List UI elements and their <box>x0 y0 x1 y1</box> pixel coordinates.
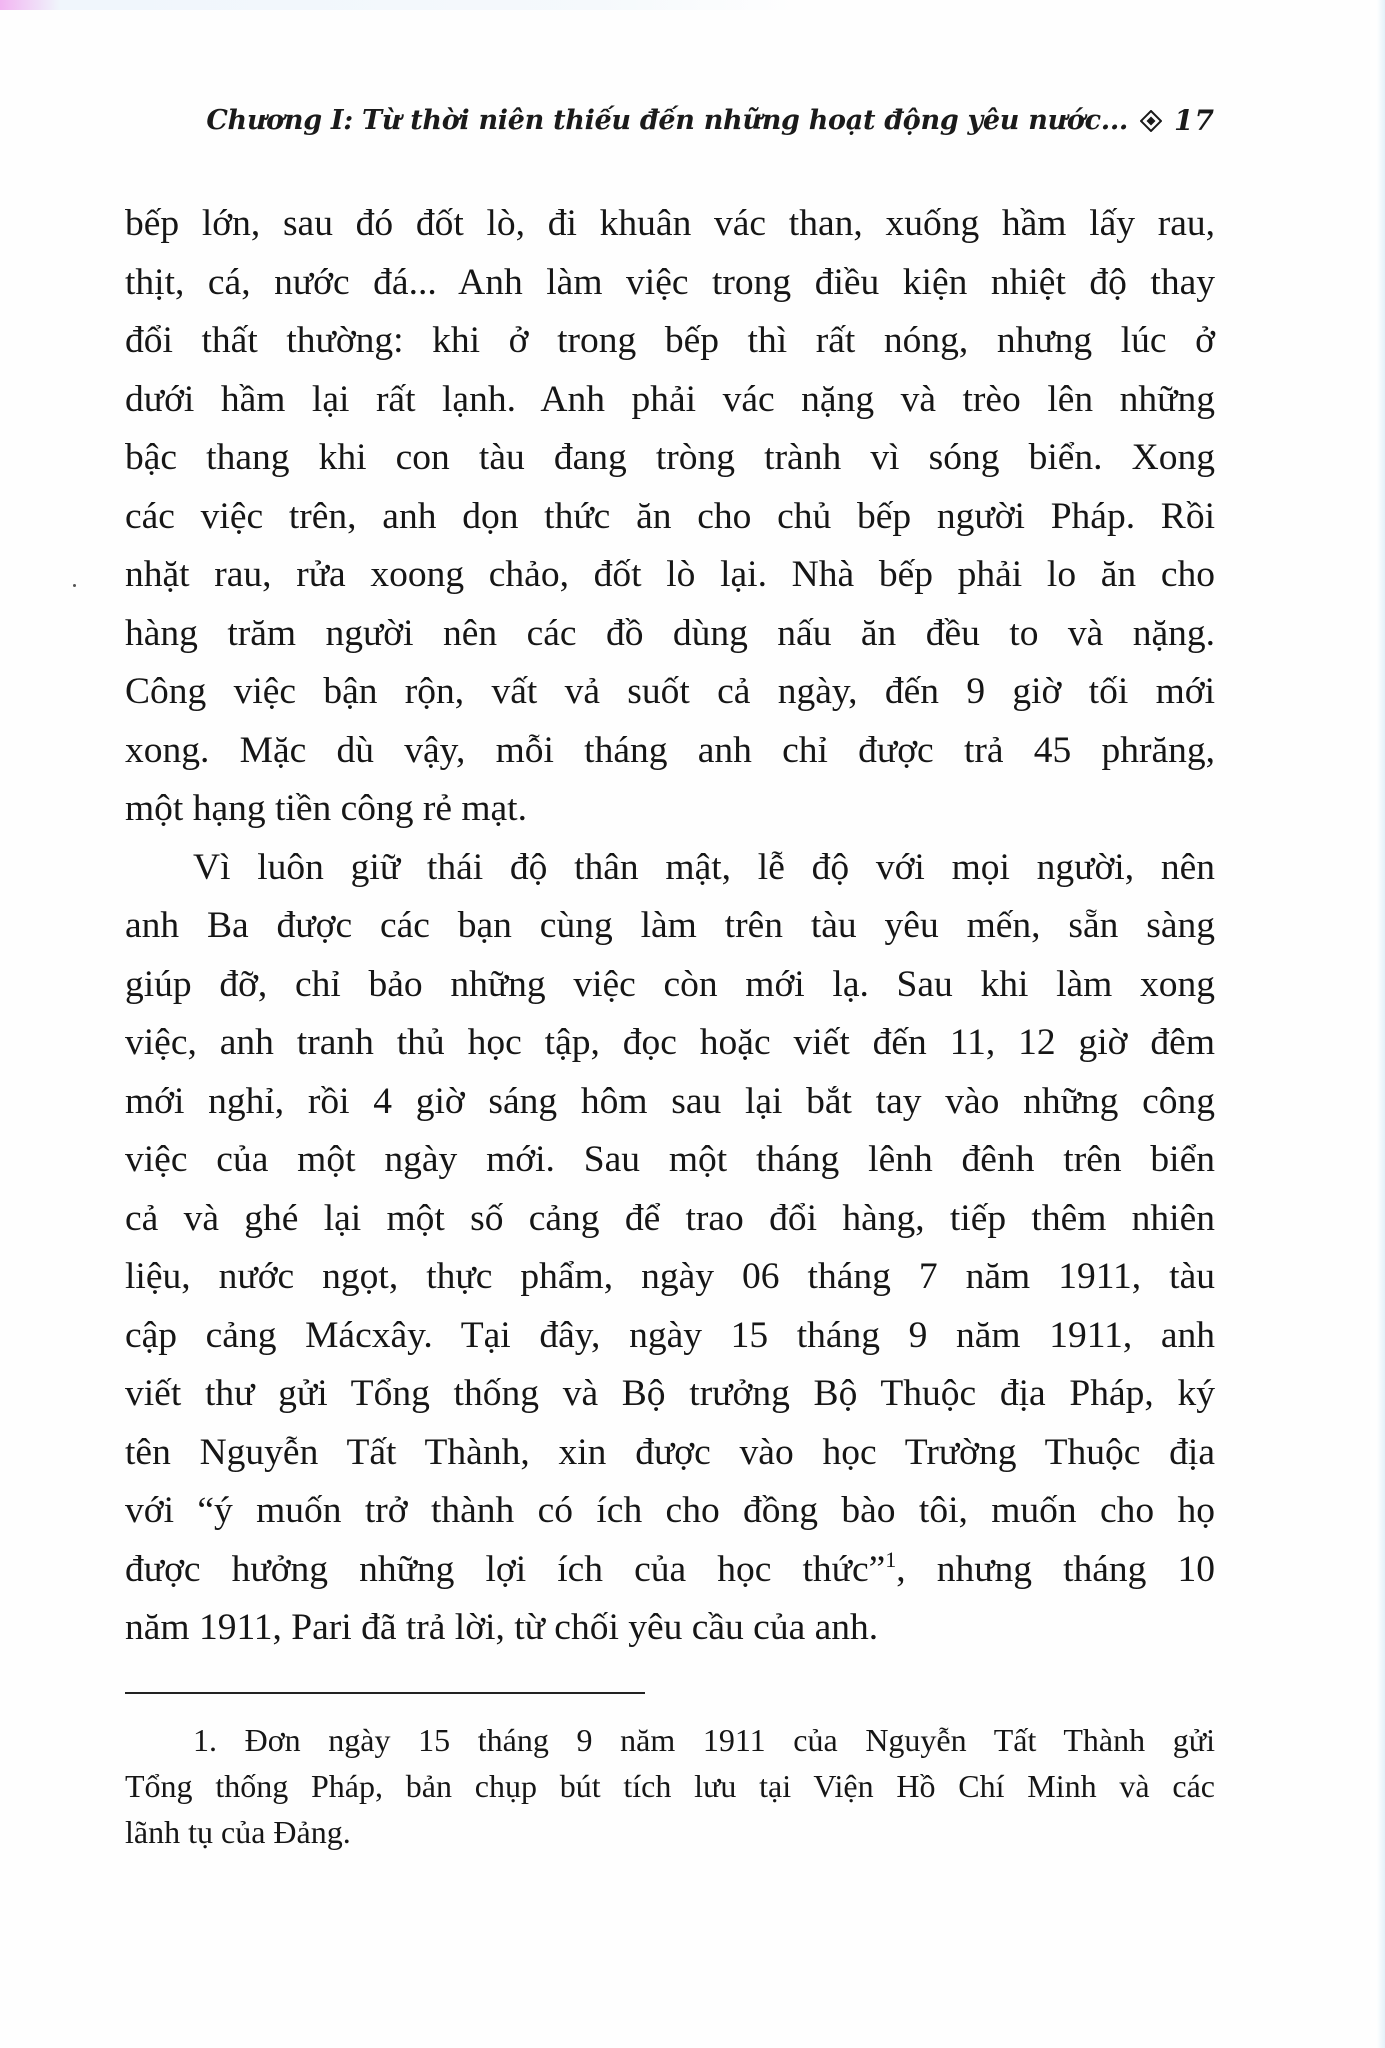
scan-edge-right <box>1377 0 1385 2048</box>
text-line: viết thư gửi Tổng thống và Bộ trưởng Bộ Thuộc địa Pháp, ký <box>125 1373 1215 1414</box>
text-segment: được hưởng những lợi ích của học thức” <box>125 1548 886 1590</box>
page-number: 17 <box>1174 104 1215 137</box>
footnote-line: Tổng thống Pháp, bản chụp bút tích lưu tại Viện Hồ Chí Minh và các <box>125 1768 1215 1804</box>
chapter-title: Chương I: Từ thời niên thiếu đến những hoạt động yêu nước... <box>206 105 1129 136</box>
body-text <box>125 195 1215 1658</box>
text-segment: , nhưng tháng 10 <box>896 1548 1215 1590</box>
text-line: với “ý muốn trở thành có ích cho đồng bào tôi, muốn cho họ <box>125 1490 1215 1531</box>
paragraph-end-line: một hạng tiền công rẻ mạt. <box>125 788 527 829</box>
footnote-line: 1. Đơn ngày 15 tháng 9 năm 1911 của Nguyễn Tất Thành gửi <box>193 1722 1215 1758</box>
footnote-line: lãnh tụ của Đảng. <box>125 1814 351 1850</box>
text-line: thịt, cá, nước đá... Anh làm việc trong điều kiện nhiệt độ thay <box>125 261 1215 303</box>
text-line: cả và ghé lại một số cảng để trao đổi hàng, tiếp thêm nhiên <box>125 1197 1215 1239</box>
running-header <box>206 104 1215 137</box>
text-line: việc của một ngày mới. Sau một tháng lênh đênh trên biển <box>125 1139 1215 1180</box>
text-line: nhặt rau, rửa xoong chảo, đốt lò lại. Nhà bếp phải lo ăn cho <box>125 554 1215 595</box>
text-line: đổi thất thường: khi ở trong bếp thì rất nóng, nhưng lúc ở <box>125 320 1215 361</box>
text-line: giúp đỡ, chỉ bảo những việc còn mới lạ. Sau khi làm xong <box>125 963 1215 1005</box>
paragraph-start-line: Vì luôn giữ thái độ thân mật, lễ độ với mọi người, nên <box>193 846 1215 888</box>
text-line: các việc trên, anh dọn thức ăn cho chủ bếp người Pháp. Rồi <box>125 495 1215 537</box>
text-line: cập cảng Mácxây. Tại đây, ngày 15 tháng 9 năm 1911, anh <box>125 1314 1215 1356</box>
diamond-ornament-icon <box>1142 112 1160 130</box>
footnote-divider <box>125 1692 645 1694</box>
text-line: xong. Mặc dù vậy, mỗi tháng anh chỉ được trả 45 phrăng, <box>125 729 1215 771</box>
text-line: tên Nguyễn Tất Thành, xin được vào học Trường Thuộc địa <box>125 1431 1215 1473</box>
scan-speck <box>73 584 76 587</box>
text-line: Công việc bận rộn, vất vả suốt cả ngày, đến 9 giờ tối mới <box>125 671 1215 712</box>
text-line: bậc thang khi con tàu đang tròng trành vì sóng biển. Xong <box>125 437 1215 478</box>
text-line-with-footnote-ref <box>125 1541 1215 1600</box>
text-line: mới nghỉ, rồi 4 giờ sáng hôm sau lại bắt tay vào những công <box>125 1080 1215 1122</box>
text-line: liệu, nước ngọt, thực phẩm, ngày 06 tháng 7 năm 1911, tàu <box>125 1256 1215 1297</box>
footnote <box>125 1717 1215 1855</box>
footnote-reference[interactable]: 1 <box>885 1546 897 1572</box>
text-line: hàng trăm người nên các đồ dùng nấu ăn đều to và nặng. <box>125 612 1215 654</box>
text-line: bếp lớn, sau đó đốt lò, đi khuân vác than, xuống hầm lấy rau, <box>125 203 1215 244</box>
text-line: việc, anh tranh thủ học tập, đọc hoặc viết đến 11, 12 giờ đêm <box>125 1022 1215 1063</box>
text-line: anh Ba được các bạn cùng làm trên tàu yêu mến, sẵn sàng <box>125 905 1215 946</box>
paragraph-end-line: năm 1911, Pari đã trả lời, từ chối yêu cầu của anh. <box>125 1607 879 1648</box>
scan-edge-top <box>0 0 800 10</box>
text-line: dưới hầm lại rất lạnh. Anh phải vác nặng và trèo lên những <box>125 378 1215 420</box>
